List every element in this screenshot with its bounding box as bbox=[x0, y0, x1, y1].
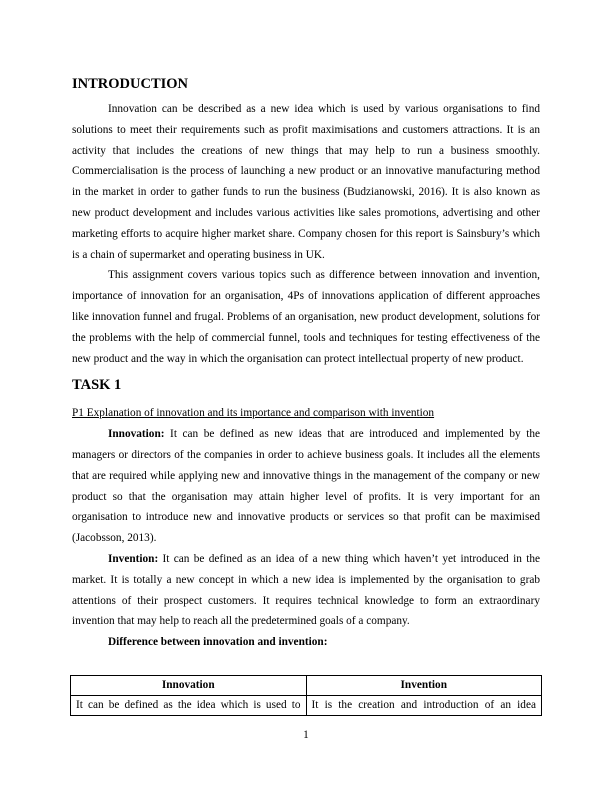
table-cell-invention: It is the creation and introduction of an idea bbox=[306, 696, 542, 716]
page-number: 1 bbox=[303, 729, 309, 741]
innovation-term: Innovation: bbox=[108, 428, 165, 441]
table-header-innovation: Innovation bbox=[71, 676, 307, 696]
table-row bbox=[71, 696, 542, 716]
innovation-definition: It can be defined as new ideas that are introduced and implemented by the managers or directors of the companies in order to achieve business goals. It includes all the elements that are required while applying new and innovative things in the management of the company or new product so that the organisation may attain higher level of profits. It is very important for an organisation to introduce new and innovative products or services so that profit can be maximised (Jacobsson, 2013). bbox=[72, 428, 540, 545]
invention-definition: It can be defined as an idea of a new thing which haven’t yet introduced in the market. It is totally a new concept in which a new idea is implemented by the organisation to grab attentions of their prospect customers. It requires technical knowledge to form an extraordinary invention that may help to reach all the predetermined goals of a company. bbox=[72, 552, 540, 628]
task1-heading: TASK 1 bbox=[72, 377, 122, 394]
difference-heading: Difference between innovation and invention: bbox=[108, 636, 328, 649]
difference-table bbox=[70, 675, 542, 716]
table-header-row bbox=[71, 676, 542, 696]
introduction-paragraph-2: This assignment covers various topics such as difference between innovation and invention, importance of innovation for an organisation, 4Ps of innovations application of different approaches like innovation funnel and frugal. Problems of an organisation, new product development, solutions for the problems with the help of commercial funnel, tools and techniques for testing effectiveness of the new product and the way in which the organisation can protect intellectual property of new product. bbox=[72, 269, 540, 365]
task1-subheading: P1 Explanation of innovation and its importance and comparison with invention bbox=[72, 407, 435, 420]
introduction-paragraph-1: Innovation can be described as a new idea which is used by various organisations to find solutions to meet their requirements such as profit maximisations and customers attractions. It is an activity that includes the creations of new things that may help to run a business smoothly. Commercialisation is the process of launching a new product or an innovative manufacturing method in the market in order to gather funds to run the business (Budzianowski, 2016). It is also known as new product development and includes various activities like sales promotions, advertising and other marketing efforts to acquire higher market share. Company chosen for this report is Sainsbury’s which is a chain of supermarket and operating business in UK. bbox=[72, 103, 540, 261]
invention-term: Invention: bbox=[108, 552, 159, 565]
page-content bbox=[72, 74, 540, 653]
table-cell-innovation: It can be defined as the idea which is used to bbox=[71, 696, 307, 716]
innovation-paragraph bbox=[72, 424, 540, 549]
invention-paragraph bbox=[72, 549, 540, 632]
introduction-heading: INTRODUCTION bbox=[72, 76, 189, 92]
table-header-invention: Invention bbox=[306, 676, 542, 696]
